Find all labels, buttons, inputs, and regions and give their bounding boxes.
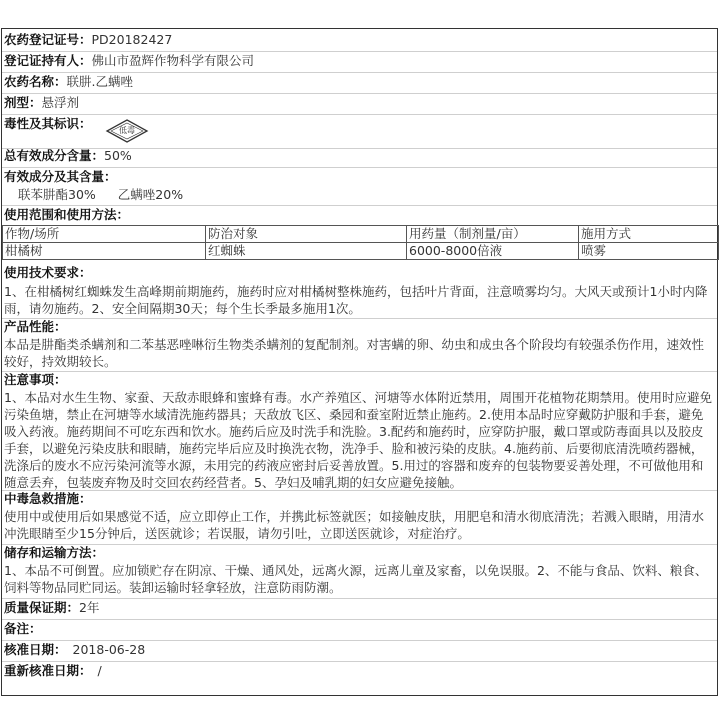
reg-no-label: 农药登记证号： xyxy=(4,32,92,47)
reapproval-date-value: / xyxy=(97,663,102,678)
table-cell: 红蜘蛛 xyxy=(206,243,407,260)
table-row xyxy=(3,243,719,260)
approval-date-row xyxy=(4,642,715,658)
pesticide-label-document xyxy=(1,28,718,696)
performance-label: 产品性能： xyxy=(4,319,67,334)
table-header-cell: 防治对象 xyxy=(206,226,407,243)
total-content-value: 50% xyxy=(104,148,132,163)
reapproval-date-label: 重新核准日期： xyxy=(4,663,92,678)
toxicity-badge-text: 低毒 xyxy=(119,126,135,135)
total-content-label: 总有效成分含量： xyxy=(4,148,105,163)
name-label: 农药名称： xyxy=(4,74,67,89)
approval-date-value: 2018-06-28 xyxy=(72,642,146,657)
usage-table xyxy=(2,225,719,260)
reg-no-row xyxy=(4,32,715,48)
remarks-label: 备注： xyxy=(4,621,42,636)
warranty-row xyxy=(4,600,715,616)
table-header-cell: 作物/场所 xyxy=(3,226,206,243)
precautions-label: 注意事项： xyxy=(4,372,67,387)
reapproval-date-row xyxy=(4,663,715,679)
toxicity-label: 毒性及其标识： xyxy=(4,116,92,131)
tech-label: 使用技术要求： xyxy=(4,265,92,280)
tech-text: 1、在柑橘树红蜘蛛发生高峰期前期施药，施药时应对柑橘树整株施药，包括叶片背面，注意喷雾均匀。大风天或预计1小时内降雨，请勿施药。2、安全间隔期30天；每个生长季最多施用1次。 xyxy=(4,284,708,316)
table-cell: 柑橘树 xyxy=(3,243,206,260)
performance-text: 本品是肼酯类杀螨剂和二苯基恶唑啉衍生物类杀螨剂的复配制剂。对害螨的卵、幼虫和成虫各个阶段均有较强杀伤作用，速效性较好，持效期较长。 xyxy=(4,337,705,369)
precautions-heading xyxy=(4,372,715,388)
precautions-text: 1、本品对水生生物、家蚕、天敌赤眼蜂和蜜蜂有毒。水产养殖区、河塘等水体附近禁用，周围开花植物花期禁用。使用时应避免污染鱼塘，禁止在河塘等水域清洗施药器具；天敌放飞区、桑园和蚕室附近禁止施药。2.使用本品时应穿戴防护服和手套，避免吸入药液。施药期间不可吃东西和饮水。施药后应及时洗手和洗脸。3.配药和施药时，应穿防护服，戴口罩或防毒面具以及胶皮手套，以避免污染皮肤和眼睛，施药完毕后应及时换洗衣物，洗净手、脸和被污染的皮肤。4.施药前、后要彻底清洗喷药器械，洗涤后的废水不应污染河流等水源，未用完的药液应密封后妥善放置。5.用过的容器和废弃的包装物要妥善处理，不可做他用和随意丢弃，包装废弃物及时交回农药经营者。5、孕妇及哺乳期的妇女应避免接触。 xyxy=(4,390,712,490)
table-cell: 喷雾 xyxy=(579,243,719,260)
ingredient-item: 联苯肼酯30% xyxy=(18,187,96,202)
tech-heading xyxy=(4,265,715,281)
first-aid-text: 使用中或使用后如果感觉不适，应立即停止工作，并携此标签就医；如接触皮肤，用肥皂和清水彻底清洗；若溅入眼睛，用清水冲洗眼睛至少15分钟后，送医就诊；若误服，请勿引吐，立即送医就诊，对症治疗。 xyxy=(4,509,705,541)
first-aid-heading xyxy=(4,491,715,507)
name-row xyxy=(4,74,715,90)
total-content-row xyxy=(4,148,715,164)
table-header-row xyxy=(3,226,719,243)
storage-text: 1、本品不可倒置。应加锁贮存在阴凉、干燥、通风处，远离火源，远离儿童及家畜，以免误服。2、不能与食品、饮料、粮食、饲料等物品同贮同运。装卸运输时轻拿轻放，注意防雨防潮。 xyxy=(4,563,708,595)
performance-heading xyxy=(4,319,715,335)
formulation-value: 悬浮剂 xyxy=(41,95,80,110)
warranty-value: 2年 xyxy=(79,600,100,615)
approval-date-label: 核准日期： xyxy=(4,642,67,657)
formulation-label: 剂型： xyxy=(4,95,42,110)
table-cell: 6000-8000倍液 xyxy=(407,243,579,260)
holder-value: 佛山市盈辉作物科学有限公司 xyxy=(91,53,255,68)
first-aid-label: 中毒急救措施： xyxy=(4,491,92,506)
warranty-label: 质量保证期： xyxy=(4,600,80,615)
usage-label: 使用范围和使用方法： xyxy=(4,207,130,222)
ingredients-list xyxy=(18,187,715,203)
table-header-cell: 用药量（制剂量/亩） xyxy=(407,226,579,243)
usage-row xyxy=(4,207,715,223)
storage-heading xyxy=(4,545,715,561)
formulation-row xyxy=(4,95,715,111)
ingredients-row xyxy=(4,169,715,185)
holder-row xyxy=(4,53,715,69)
low-toxicity-badge xyxy=(105,118,149,144)
holder-label: 登记证持有人： xyxy=(4,53,92,68)
reg-no-value: PD20182427 xyxy=(91,32,173,47)
remarks-row xyxy=(4,621,715,637)
ingredients-label: 有效成分及其含量： xyxy=(4,169,117,184)
storage-label: 储存和运输方法： xyxy=(4,545,105,560)
ingredient-item: 乙螨唑20% xyxy=(117,187,184,202)
name-value: 联肼.乙螨唑 xyxy=(66,74,133,89)
table-header-cell: 施用方式 xyxy=(579,226,719,243)
